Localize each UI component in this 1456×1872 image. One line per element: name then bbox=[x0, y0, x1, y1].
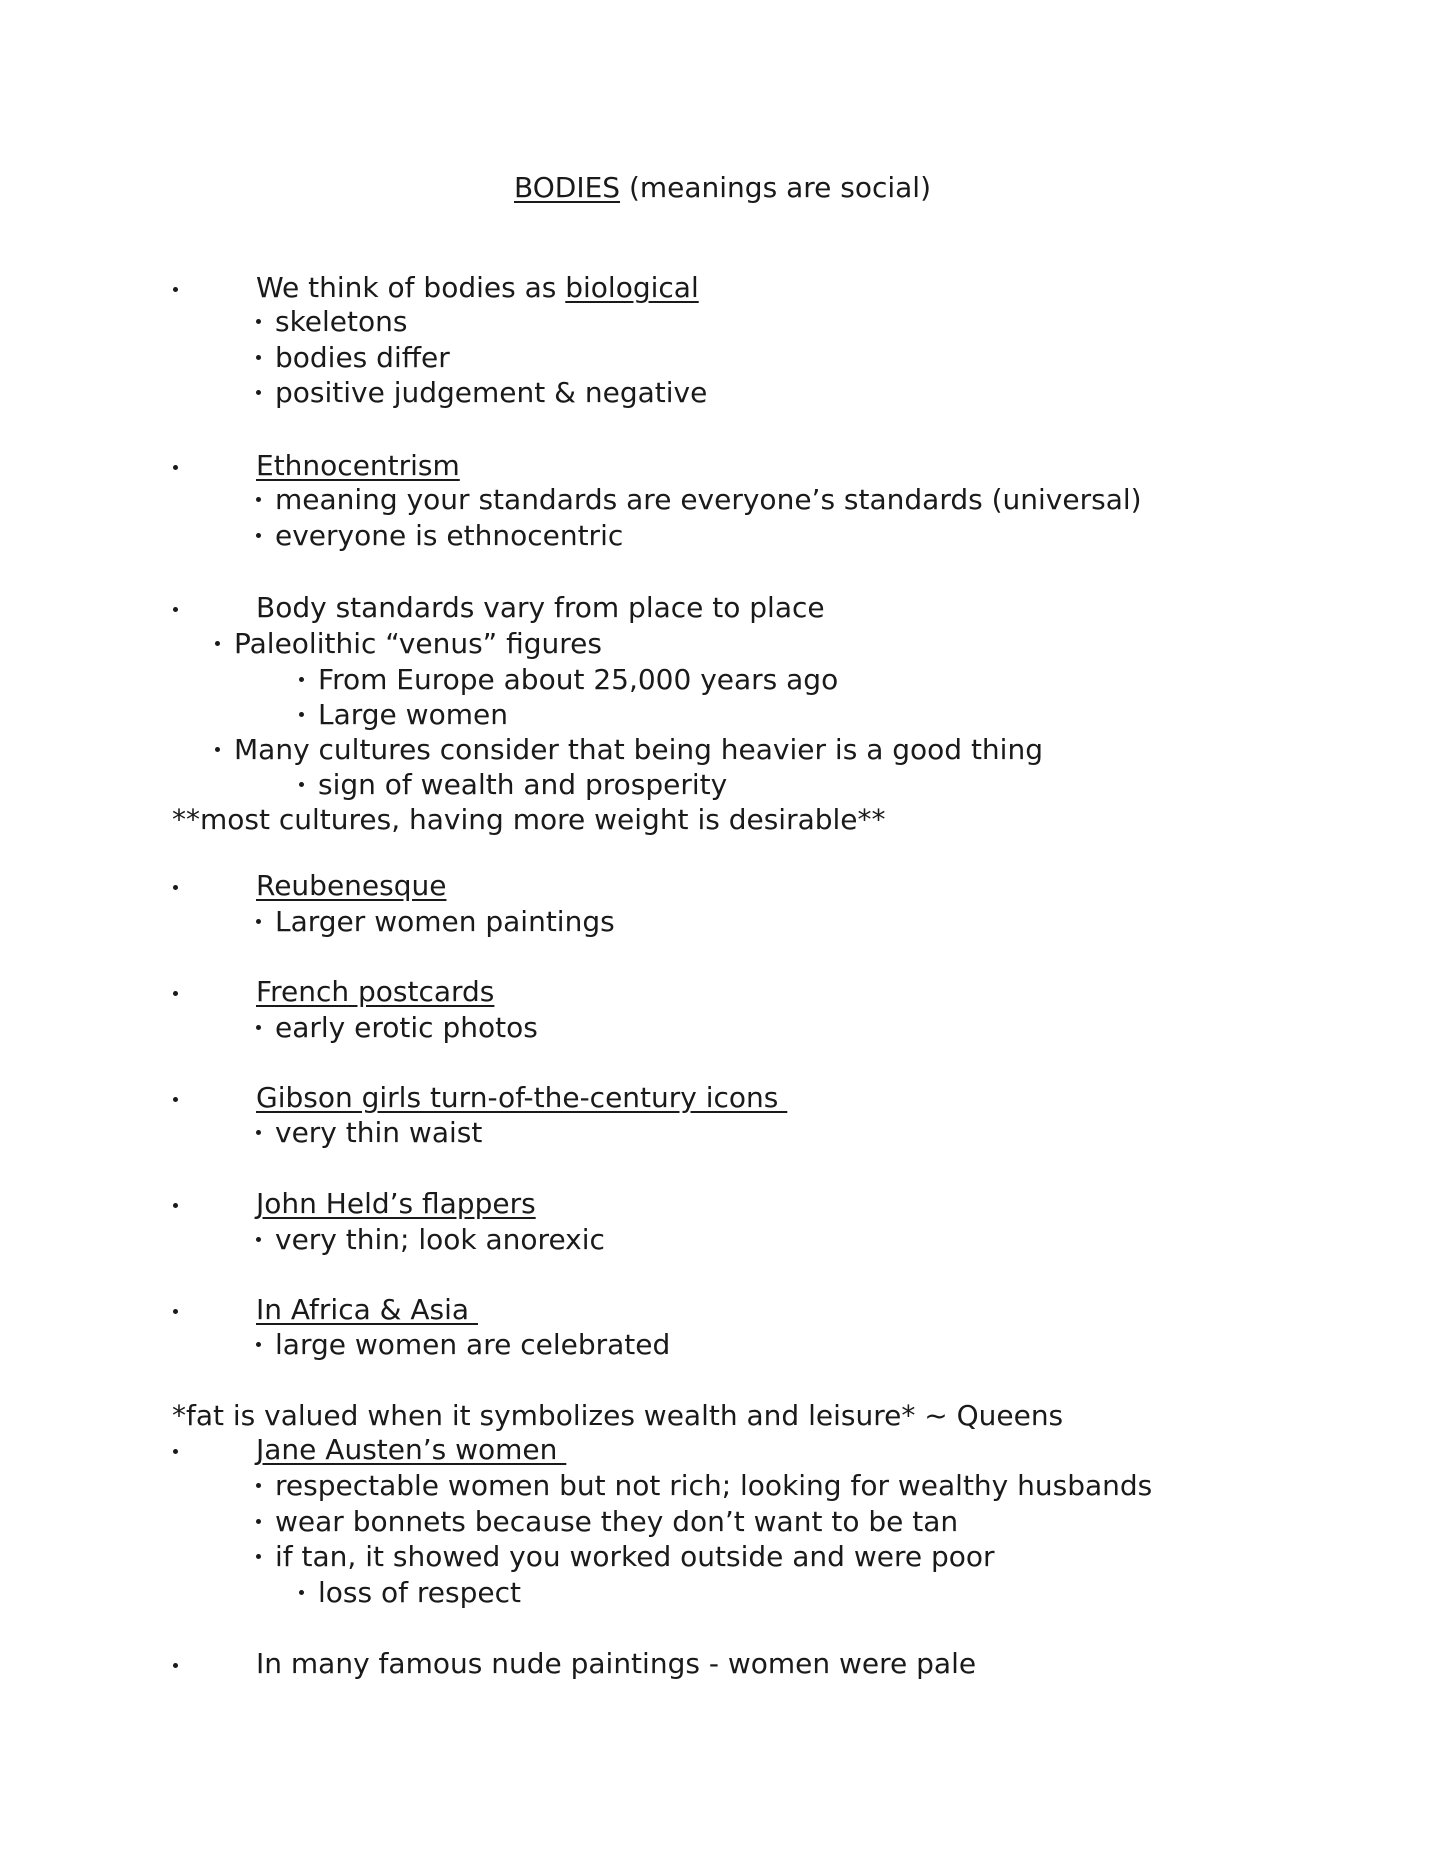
list-item-text: bodies differ bbox=[275, 341, 450, 374]
section-heading: John Held’s flappers bbox=[256, 1187, 536, 1220]
section-heading: Jane Austen’s women bbox=[256, 1433, 567, 1466]
list-item-text: skeletons bbox=[275, 305, 408, 338]
bullet-icon bbox=[256, 497, 261, 502]
bullet-icon bbox=[256, 1483, 261, 1488]
bullet-icon bbox=[173, 991, 178, 996]
list-item-text: sign of wealth and prosperity bbox=[318, 768, 728, 801]
list-item bbox=[256, 340, 450, 376]
note-text: **most cultures, having more weight is desirable** bbox=[172, 803, 886, 836]
section-heading: Gibson girls turn-of-the-century icons bbox=[256, 1081, 788, 1114]
bullet-icon bbox=[256, 1554, 261, 1559]
list-item-text: Large women bbox=[318, 698, 508, 731]
list-item-text: respectable women but not rich; looking for wealthy husbands bbox=[275, 1469, 1153, 1502]
list-item bbox=[299, 697, 508, 733]
list-item bbox=[256, 1115, 482, 1151]
bullet-icon bbox=[215, 747, 220, 752]
bullet-icon bbox=[256, 919, 261, 924]
bullet-icon bbox=[173, 1097, 178, 1102]
list-item bbox=[215, 626, 602, 662]
list-item-text: From Europe about 25,000 years ago bbox=[318, 663, 839, 696]
title-underlined: BODIES bbox=[514, 171, 621, 204]
section-heading: In Africa & Asia bbox=[256, 1293, 478, 1326]
list-item bbox=[256, 1504, 958, 1540]
bullet-icon bbox=[173, 1309, 178, 1314]
bullet-icon bbox=[173, 607, 178, 612]
bullet-icon bbox=[256, 1025, 261, 1030]
bullet-icon bbox=[256, 1130, 261, 1135]
heading-text: We think of bodies as bbox=[256, 271, 566, 304]
list-item-text: very thin waist bbox=[275, 1116, 483, 1149]
bullet-icon bbox=[256, 533, 261, 538]
list-item bbox=[299, 767, 727, 803]
section-heading: In many famous nude paintings - women were pale bbox=[256, 1647, 977, 1680]
bullet-icon bbox=[256, 319, 261, 324]
list-item bbox=[256, 375, 707, 411]
section-heading: Ethnocentrism bbox=[256, 449, 460, 482]
list-item bbox=[299, 1575, 521, 1611]
bullet-icon bbox=[299, 1590, 304, 1595]
section-heading bbox=[256, 270, 699, 306]
list-item-text: Many cultures consider that being heavier is a good thing bbox=[234, 733, 1043, 766]
bullet-icon bbox=[173, 885, 178, 890]
bullet-icon bbox=[173, 465, 178, 470]
section-heading: French postcards bbox=[256, 975, 495, 1008]
bullet-icon bbox=[173, 287, 178, 292]
bullet-icon bbox=[299, 712, 304, 717]
list-item-text: meaning your standards are everyone’s standards (universal) bbox=[275, 483, 1142, 516]
list-item-text: Paleolithic “venus” figures bbox=[234, 627, 602, 660]
section-heading: Reubenesque bbox=[256, 869, 447, 902]
bullet-icon bbox=[299, 677, 304, 682]
bullet-icon bbox=[173, 1449, 178, 1454]
list-item bbox=[299, 662, 838, 698]
list-item-text: very thin; look anorexic bbox=[275, 1223, 605, 1256]
list-item-text: everyone is ethnocentric bbox=[275, 519, 624, 552]
list-item-text: Larger women paintings bbox=[275, 905, 615, 938]
list-item bbox=[256, 304, 407, 340]
bullet-icon bbox=[299, 782, 304, 787]
list-item bbox=[256, 482, 1142, 518]
list-item-text: large women are celebrated bbox=[275, 1328, 671, 1361]
list-item bbox=[256, 904, 615, 940]
list-item-text: wear bonnets because they don’t want to be tan bbox=[275, 1505, 959, 1538]
list-item bbox=[215, 732, 1043, 768]
title-rest: (meanings are social) bbox=[620, 171, 931, 204]
bullet-icon bbox=[256, 1342, 261, 1347]
bullet-icon bbox=[256, 1237, 261, 1242]
bullet-icon bbox=[256, 355, 261, 360]
list-item-text: positive judgement & negative bbox=[275, 376, 708, 409]
bullet-icon bbox=[173, 1203, 178, 1208]
list-item bbox=[256, 1468, 1152, 1504]
section-heading: Body standards vary from place to place bbox=[256, 591, 825, 624]
bullet-icon bbox=[173, 1663, 178, 1668]
list-item bbox=[256, 1222, 605, 1258]
list-item-text: loss of respect bbox=[318, 1576, 521, 1609]
list-item bbox=[256, 1539, 995, 1575]
list-item bbox=[256, 1010, 538, 1046]
list-item bbox=[256, 1327, 670, 1363]
note-text: *fat is valued when it symbolizes wealth and leisure* ~ Queens bbox=[172, 1399, 1064, 1432]
list-item-text: early erotic photos bbox=[275, 1011, 538, 1044]
bullet-icon bbox=[256, 390, 261, 395]
page-title bbox=[514, 170, 931, 206]
bullet-icon bbox=[215, 641, 220, 646]
bullet-icon bbox=[256, 1519, 261, 1524]
heading-underlined-text: biological bbox=[565, 271, 699, 304]
list-item-text: if tan, it showed you worked outside and were poor bbox=[275, 1540, 995, 1573]
list-item bbox=[256, 518, 623, 554]
